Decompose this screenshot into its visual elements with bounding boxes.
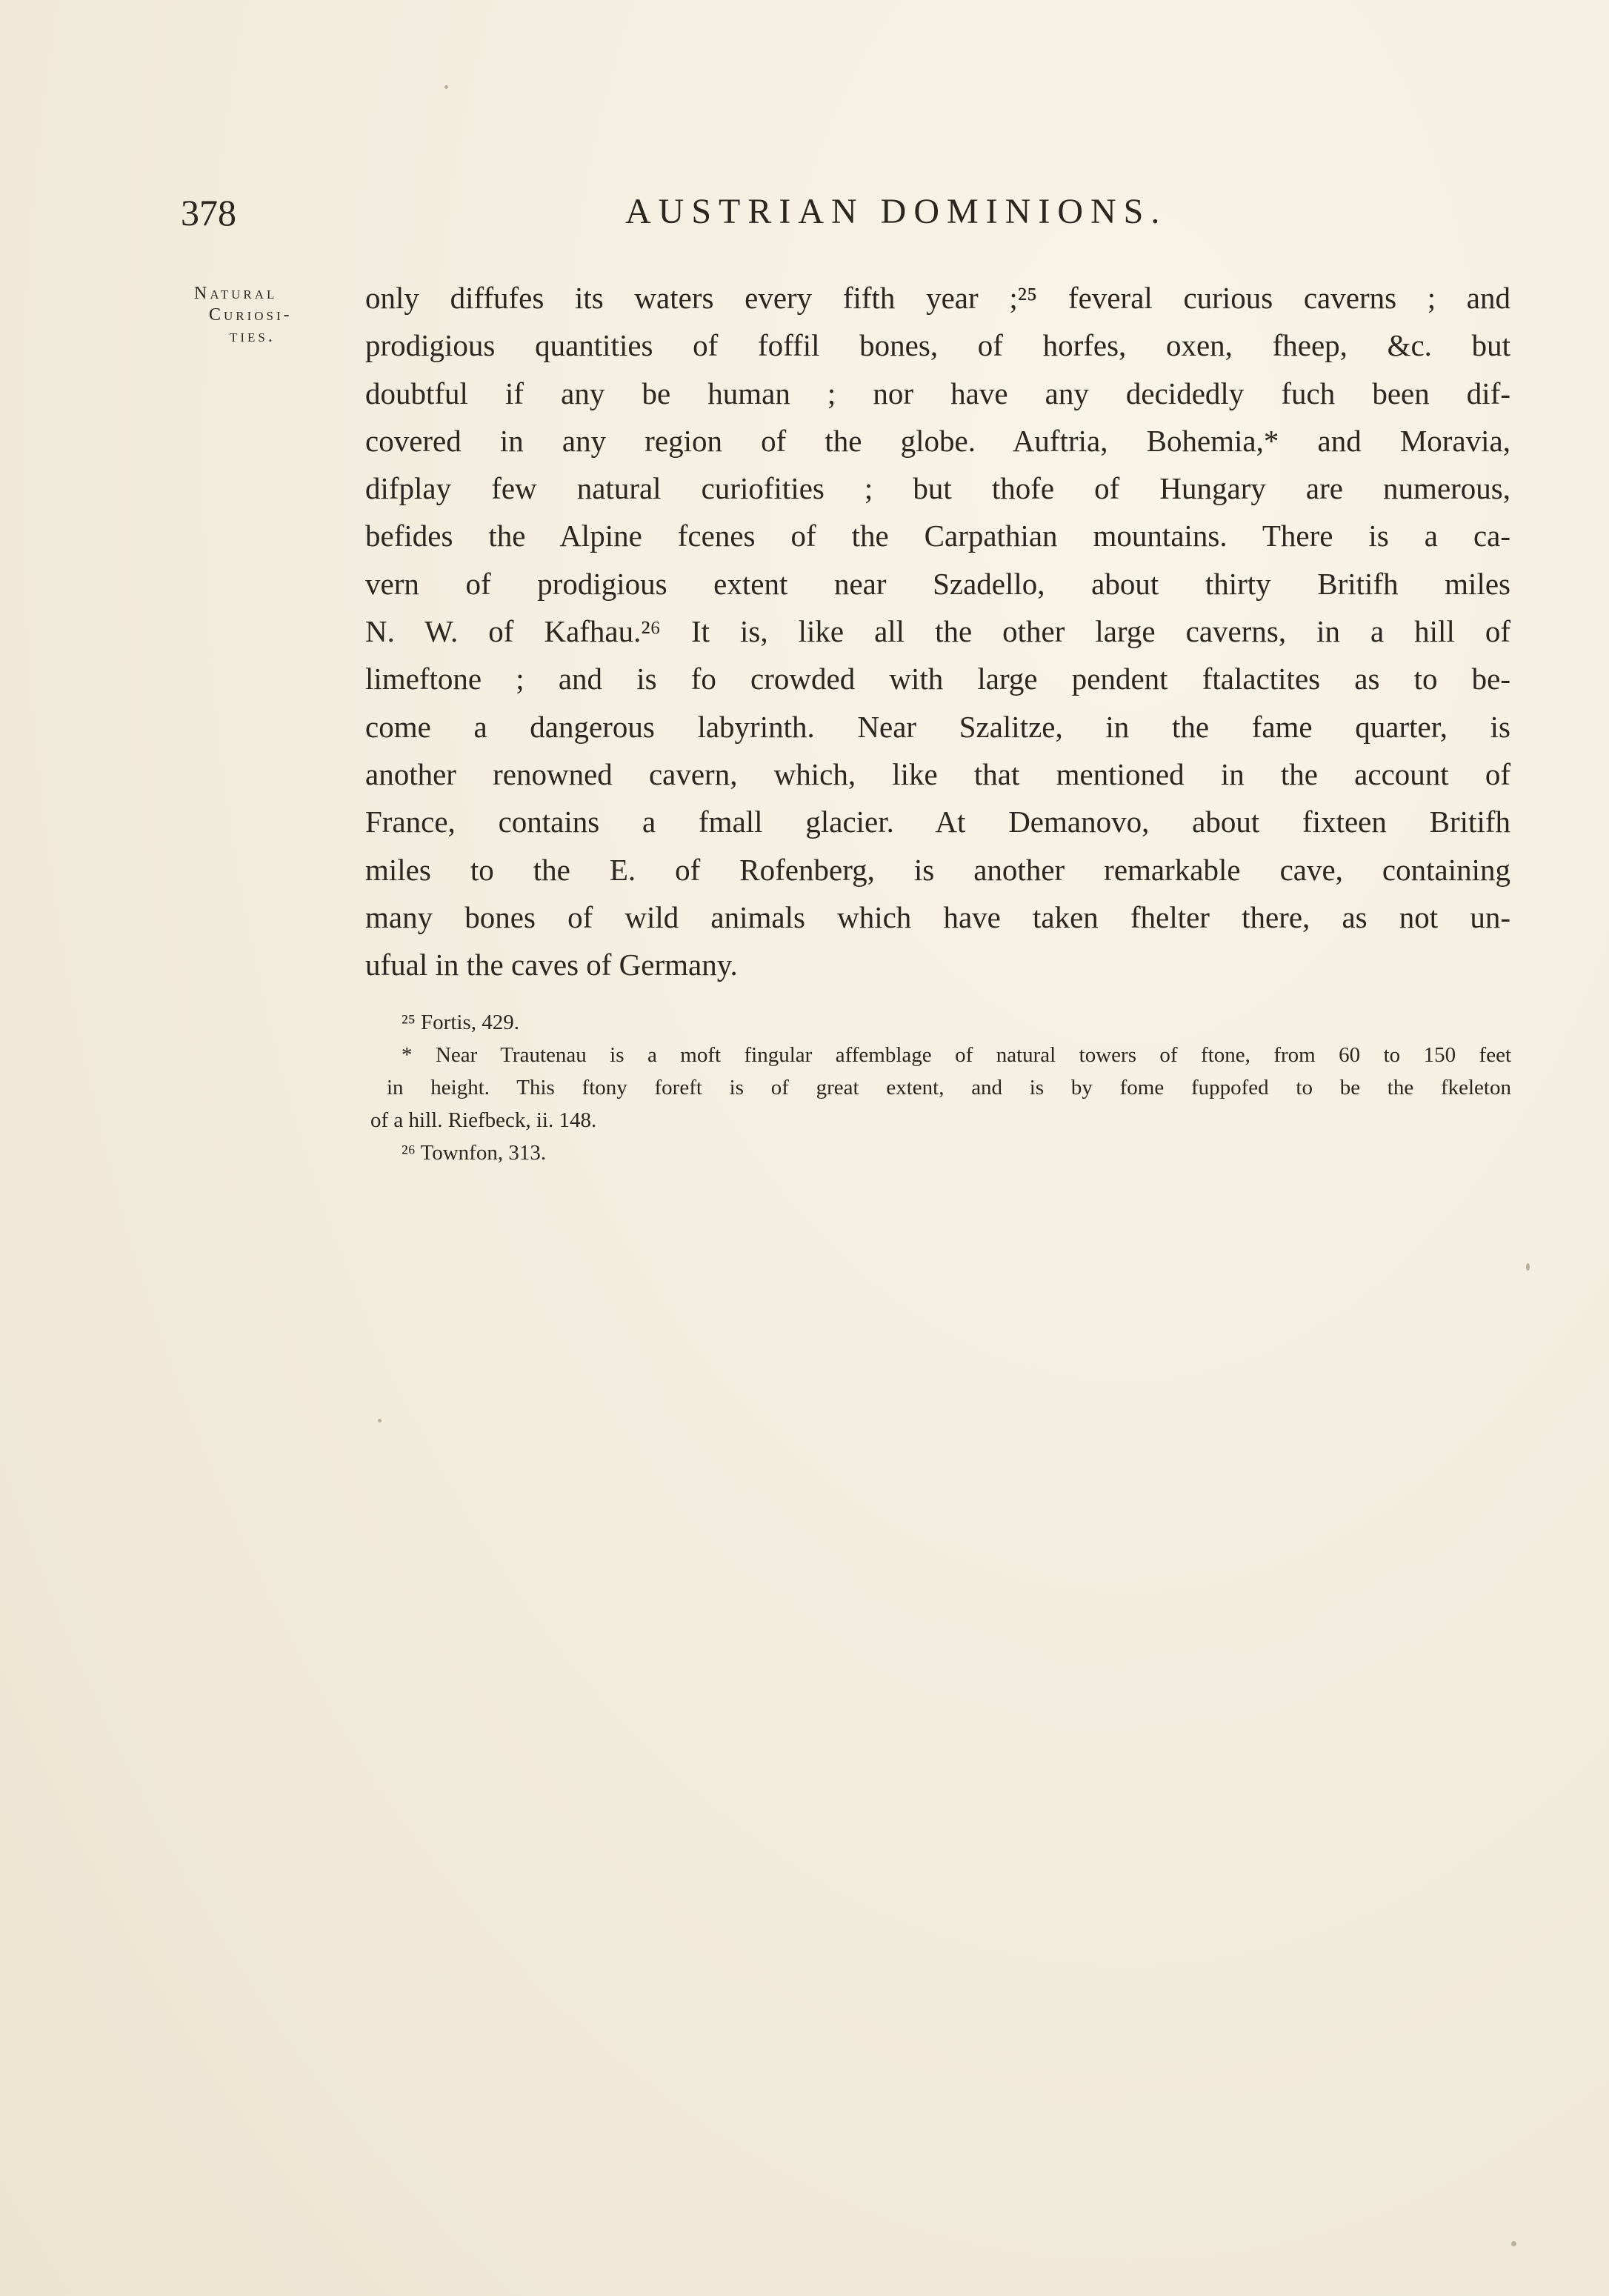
footnotes <box>370 1006 1511 1169</box>
body-line-last: ufual in the caves of Germany. <box>365 948 738 982</box>
page-number: 378 <box>181 192 236 233</box>
body-line: come a dangerous labyrinth. Near Szalitze, in the fame quarter, is <box>365 709 1510 744</box>
paper-speck <box>444 85 448 89</box>
marginal-note <box>194 283 320 347</box>
footnote-26: ²⁶ Townfon, 313. <box>402 1141 547 1165</box>
footnote-star-line: * Near Trautenau is a moft fingular affemblage of natural towers of ftone, from 60 to 150 feet <box>402 1043 1511 1067</box>
footnote-25: ²⁵ Fortis, 429. <box>402 1011 519 1034</box>
page-header <box>181 191 1262 243</box>
paper-speck <box>1526 1263 1530 1271</box>
body-line: only diffufes its waters every fifth year ;²⁵ feveral curious caverns ; and <box>365 281 1510 315</box>
body-line: N. W. of Kafhau.²⁶ It is, like all the other large caverns, in a hill of <box>365 614 1510 649</box>
paper-speck <box>378 1419 382 1422</box>
body-line: doubtful if any be human ; nor have any decidedly fuch been dif- <box>365 376 1510 410</box>
footnote-star-line: in height. This ftony foreft is of great extent, and is by fome fuppofed to be the fkeleton <box>387 1076 1511 1099</box>
body-text <box>365 274 1510 988</box>
marginal-note-line: Natural <box>194 284 278 303</box>
body-line: limeftone ; and is fo crowded with large pendent ftalactites as to be- <box>365 662 1510 696</box>
body-line: covered in any region of the globe. Auftria, Bohemia,* and Moravia, <box>365 423 1510 458</box>
body-line: befides the Alpine fcenes of the Carpathian mountains. There is a ca- <box>365 519 1510 553</box>
marginal-note-line: ties. <box>230 327 276 346</box>
running-title: AUSTRIAN DOMINIONS. <box>625 192 1167 231</box>
body-line: France, contains a fmall glacier. At Demanovo, about fixteen Britifh <box>365 805 1510 839</box>
paper-speck <box>1511 2241 1516 2246</box>
body-line: difplay few natural curiofities ; but thofe of Hungary are numerous, <box>365 471 1510 506</box>
body-line: vern of prodigious extent near Szadello, about thirty Britifh miles <box>365 566 1510 601</box>
marginal-note-line: Curiosi- <box>209 305 293 325</box>
body-line: another renowned cavern, which, like that mentioned in the account of <box>365 756 1510 791</box>
body-line: many bones of wild animals which have taken fhelter there, as not un- <box>365 899 1510 934</box>
footnote-star-line: of a hill. Riefbeck, ii. 148. <box>370 1108 597 1132</box>
body-line: miles to the E. of Rofenberg, is another remarkable cave, containing <box>365 852 1510 887</box>
body-line: prodigious quantities of foffil bones, of horfes, oxen, fheep, &c. but <box>365 328 1510 363</box>
